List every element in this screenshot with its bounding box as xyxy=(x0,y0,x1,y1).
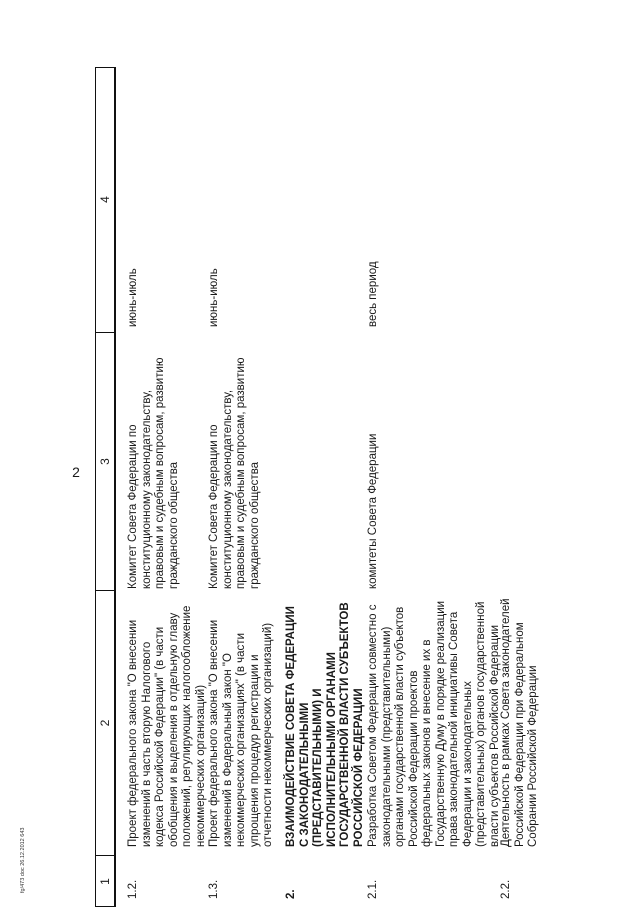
footer-code xyxy=(20,793,28,893)
row-text: Деятельность в рамках Совета законодателей Российской Федерации при Федеральном Собрании Российской Федерации xyxy=(500,598,539,847)
header-col-3: 3 xyxy=(95,332,115,590)
row-responsible: комитеты Совета Федерации xyxy=(367,433,379,589)
row-responsible: Комитет Совета Федерации по конституционному законодательству, правовым и судебным вопросам, развитию гражданского общества xyxy=(208,357,261,589)
row-term: июнь-июль xyxy=(127,268,139,327)
row-number: 2. xyxy=(285,889,297,899)
page-number: 2 xyxy=(72,464,80,480)
row-term: весь период xyxy=(367,261,379,327)
row-number: 2.2. xyxy=(500,879,512,899)
plan-table xyxy=(95,67,635,907)
row-number: 1.3. xyxy=(208,879,220,899)
row-text: Проект федерального закона "О внесении изменений в часть вторую Налогового кодекса Российской Федерации" (в части обобщения и выделения в отдельную главу положений, регулирующих налогообложение некоммерческих организаций) xyxy=(127,605,207,847)
row-term: июнь-июль xyxy=(208,268,220,327)
footer-code-text: fg/473 doc 26.12.2012 643 xyxy=(20,827,26,893)
row-responsible: Комитет Совета Федерации по конституционному законодательству, правовым и судебным вопросам, развитию гражданского общества xyxy=(127,357,180,589)
row-number: 2.1. xyxy=(367,879,379,899)
header-col-2: 2 xyxy=(95,590,115,855)
row-number: 1.2. xyxy=(127,879,139,899)
row-text: ВЗАИМОДЕЙСТВИЕ СОВЕТА ФЕДЕРАЦИИ С ЗАКОНОДАТЕЛЬНЫМИ (ПРЕДСТАВИТЕЛЬНЫМИ) И ИСПОЛНИТЕЛЬНЫМИ ОРГАНАМИ ГОСУДАРСТВЕННОЙ ВЛАСТИ СУБЪЕКТОВ РОССИЙСКОЙ ФЕДЕРАЦИИ xyxy=(285,602,365,847)
row-text: Разработка Советом Федерации совместно с законодательными (представительными) органами государственной власти субъектов Российской Федерации проектов федеральных законов и внесение их в Государственную Думу в порядке реализации права законодательной инициативы Совета Федерации и законодательных (представительных) органов государственной власти субъектов Российской Федерации xyxy=(367,600,501,847)
header-col-1: 1 xyxy=(95,855,115,907)
table-header xyxy=(95,67,116,907)
header-col-4: 4 xyxy=(98,196,112,203)
rotated-table-page xyxy=(95,22,635,907)
row-text: Проект федерального закона "О внесении изменений в Федеральный закон "О некоммерческих организациях" (в части упрощения процедур регистрации и отчетности некоммерческих организаций) xyxy=(208,619,274,847)
